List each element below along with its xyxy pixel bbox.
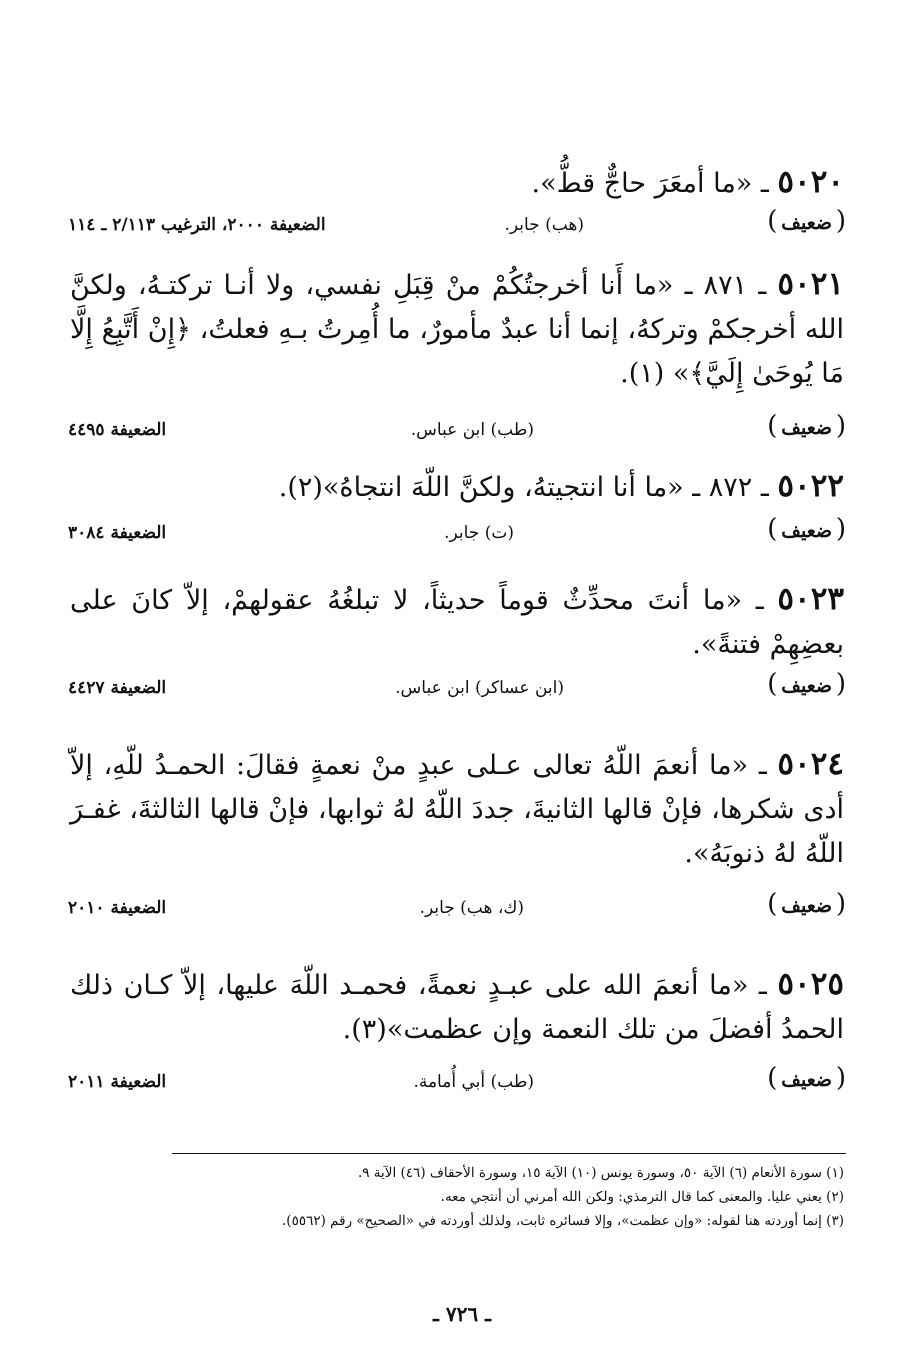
grade-label: ( ضعيف ) — [769, 892, 844, 920]
hadith-entry — [70, 577, 844, 667]
hadith-text: «ما أمعَرَ حاجٌّ قطُّ». — [531, 168, 753, 199]
page-number: ـ ٧٢٦ ـ — [433, 1302, 491, 1326]
grade-label: ( ضعيف ) — [769, 672, 844, 700]
hadith-dash: ـ — [752, 168, 778, 199]
source-line — [68, 1070, 844, 1104]
grade-label: ( ضعيف ) — [769, 209, 844, 237]
hadith-number: ٥٠٢٤ — [777, 746, 844, 782]
source-line — [68, 213, 844, 247]
hadith-text: «ما أنعمَ اللّهُ تعالى عـلى عبدٍ منْ نعمةٍ فقالَ: الحمـدُ للّهِ، إلاّ أدى شكرها، فإنْ قالها الثانيةَ، جددَ اللّهُ لهُ ثوابها، فإنْ قالها الثالثةَ، غفـرَ اللّهُ لهُ ذنوبَهُ». — [70, 750, 844, 869]
footnote: (٢) يعني عليا. والمعنى كما قال الترمذي: ولكن الله أمرني أن أنتجي معه. — [440, 1189, 844, 1205]
source-text: (طب) أبي أُمامة. — [413, 1072, 534, 1092]
source-line — [68, 418, 844, 452]
reference-text: الضعيفة ٢٠١٠ — [68, 898, 167, 918]
reference-text: الضعيفة ٤٤٩٥ — [68, 420, 167, 440]
footnotes — [70, 1161, 844, 1233]
footnote: (٣) إنما أوردته هنا لقوله: «وإن عظمت»، وإلا فسائره ثابت، ولذلك أوردته في «الصحيح» رقم (٥٥٦٢). — [282, 1213, 844, 1229]
source-line — [68, 896, 844, 930]
hadith-dash: ـ — [742, 585, 778, 616]
hadith-number: ٥٠٢٢ — [777, 468, 844, 504]
source-text: (ك، هب) جابر. — [419, 898, 524, 918]
hadith-subnumber: ٨٧١ ـ — [673, 270, 748, 301]
reference-text: الضعيفة ٣٠٨٤ — [68, 523, 167, 543]
hadith-entry — [70, 464, 844, 510]
hadith-dash: ـ — [748, 970, 778, 1001]
hadith-entry — [70, 262, 844, 396]
hadith-number: ٥٠٢١ — [777, 266, 844, 302]
source-text: (طب) ابن عباس. — [410, 420, 534, 440]
hadith-dash: ـ — [747, 270, 778, 301]
hadith-text: «ما أنا انتجيتهُ، ولكنَّ اللّهَ انتجاهُ»(٢). — [278, 472, 684, 503]
hadith-entry — [70, 742, 844, 876]
hadith-entry — [70, 962, 844, 1052]
reference-text: الضعيفة ٢٠١١ — [68, 1072, 167, 1092]
source-text: (ت) جابر. — [444, 523, 514, 543]
hadith-subnumber: ٨٧٢ ـ — [683, 472, 753, 503]
source-line — [68, 521, 844, 555]
footnote-divider — [172, 1153, 846, 1154]
grade-label: ( ضعيف ) — [769, 1066, 844, 1094]
hadith-entry — [70, 160, 844, 206]
reference-text: الضعيفة ٢٠٠٠، الترغيب ٢/١١٣ ـ ١١٤ — [68, 215, 326, 235]
hadith-text: «ما أنعمَ الله على عبـدٍ نعمةً، فحمـد اللّهَ عليها، إلاّ كـان ذلك الحمدُ أفضلَ من تلك النعمة وإن عظمت»(٣). — [70, 970, 844, 1045]
hadith-number: ٥٠٢٣ — [777, 581, 844, 617]
hadith-dash: ـ — [748, 750, 778, 781]
source-text: (هب) جابر. — [504, 215, 584, 235]
hadith-text: «ما أَنا أخرجتُكُمْ منْ قِبَلِ نفسي، ولا أنـا تركتـهُ، ولكنَّ الله أخرجكمْ وتركهُ، إنما أنا عبدٌ مأمورٌ، ما أُمِرتُ بـهِ فعلتُ، ﴿إِنْ أَتَّبِعُ إِلَّا مَا يُوحَىٰ إِلَيَّ﴾» (١). — [70, 270, 844, 389]
hadith-dash: ـ — [752, 472, 778, 503]
grade-label: ( ضعيف ) — [769, 517, 844, 545]
source-line — [68, 676, 844, 710]
reference-text: الضعيفة ٤٤٢٧ — [68, 678, 167, 698]
footnote: (١) سورة الأنعام (٦) الآية ٥٠، وسورة يونس (١٠) الآية ١٥، وسورة الأحقاف (٤٦) الآية ٩. — [357, 1165, 844, 1181]
source-text: (ابن عساكر) ابن عباس. — [395, 678, 564, 698]
hadith-number: ٥٠٢٥ — [777, 966, 845, 1002]
hadith-text: «ما أنتَ محدِّثٌ قوماً حديثاً، لا تبلغُهُ عقولهمْ، إلاّ كانَ على بعضِهِمْ فتنةً». — [70, 585, 844, 660]
hadith-number: ٥٠٢٠ — [777, 164, 844, 200]
grade-label: ( ضعيف ) — [769, 414, 844, 442]
